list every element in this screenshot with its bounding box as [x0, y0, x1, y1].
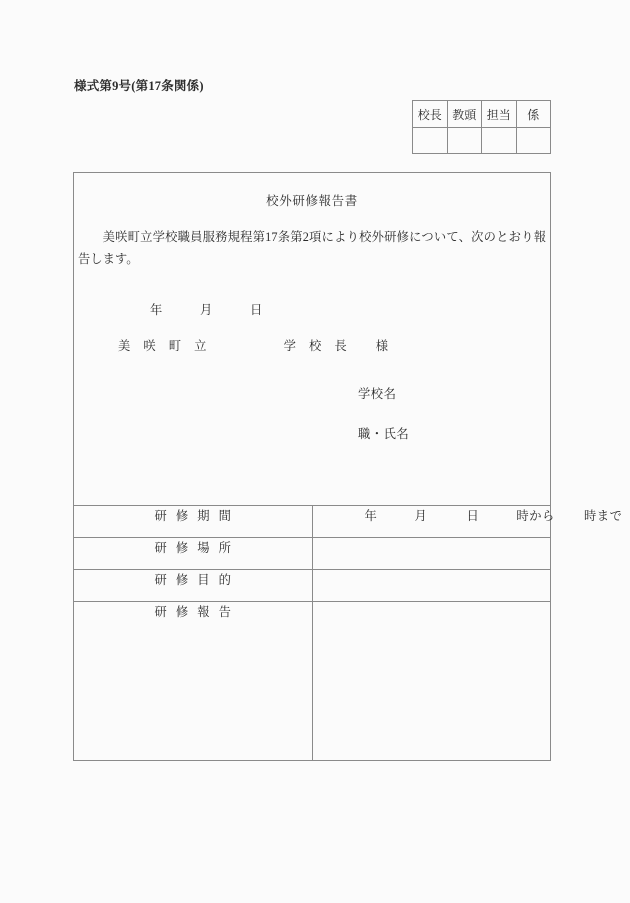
- table-row-training-place: [74, 538, 551, 570]
- label-training-report: 研 修 報 告: [74, 602, 313, 761]
- stamp-header-clerk: 係: [516, 101, 551, 128]
- label-training-period: 研 修 期 間: [74, 506, 313, 538]
- addressee-honorific: 様: [375, 339, 389, 354]
- table-row-training-purpose: [74, 570, 551, 602]
- document-body-text: 美咲町立学校職員服務規程第17条第2項により校外研修について、次のとおり報告します。: [78, 230, 546, 266]
- stamp-cell-in-charge[interactable]: [482, 128, 517, 154]
- signature-block: [74, 384, 550, 442]
- value-training-purpose[interactable]: [312, 570, 551, 602]
- label-training-purpose: 研 修 目 的: [74, 570, 313, 602]
- value-training-place[interactable]: [312, 538, 551, 570]
- period-from-label: 時から: [516, 509, 555, 523]
- training-period-fields: [313, 506, 623, 524]
- form-header-cell: [74, 173, 551, 506]
- stamp-header-row: [413, 101, 551, 128]
- report-form-table: [73, 172, 623, 761]
- stamp-header-principal: 校長: [413, 101, 448, 128]
- addressee-recipient-title: 学 校 長: [283, 339, 352, 354]
- stamp-cell-principal[interactable]: [413, 128, 448, 154]
- stamp-header-in-charge: 担当: [482, 101, 517, 128]
- stamp-cell-clerk[interactable]: [516, 128, 551, 154]
- date-month-label: 月: [199, 303, 213, 318]
- signature-school-name-label: 学校名: [358, 387, 397, 402]
- table-row-training-report: [74, 602, 551, 761]
- approval-stamp-table: [412, 100, 551, 154]
- stamp-cell-vice-principal[interactable]: [447, 128, 482, 154]
- value-training-report[interactable]: [312, 602, 551, 761]
- stamp-header-vice-principal: 教頭: [447, 101, 482, 128]
- form-header-row: [74, 173, 551, 506]
- date-year-label: 年: [150, 303, 163, 318]
- signature-position-name-label: 職・氏名: [358, 427, 410, 442]
- value-training-period[interactable]: [312, 506, 623, 538]
- addressee-town-prefix: 美 咲 町 立: [118, 339, 212, 354]
- label-training-place: 研 修 場 所: [74, 538, 313, 570]
- form-number-heading: 様式第9号(第17条関係): [74, 79, 204, 93]
- stamp-value-row: [413, 128, 551, 154]
- date-line: [74, 300, 550, 318]
- period-day-label: 日: [466, 509, 480, 523]
- document-title: 校外研修報告書: [266, 194, 358, 208]
- date-day-label: 日: [249, 303, 263, 318]
- period-year-label: 年: [364, 509, 378, 523]
- table-row-training-period: [74, 506, 551, 538]
- period-month-label: 月: [414, 509, 428, 523]
- period-to-label: 時まで: [583, 509, 623, 523]
- addressee-line: [74, 336, 550, 354]
